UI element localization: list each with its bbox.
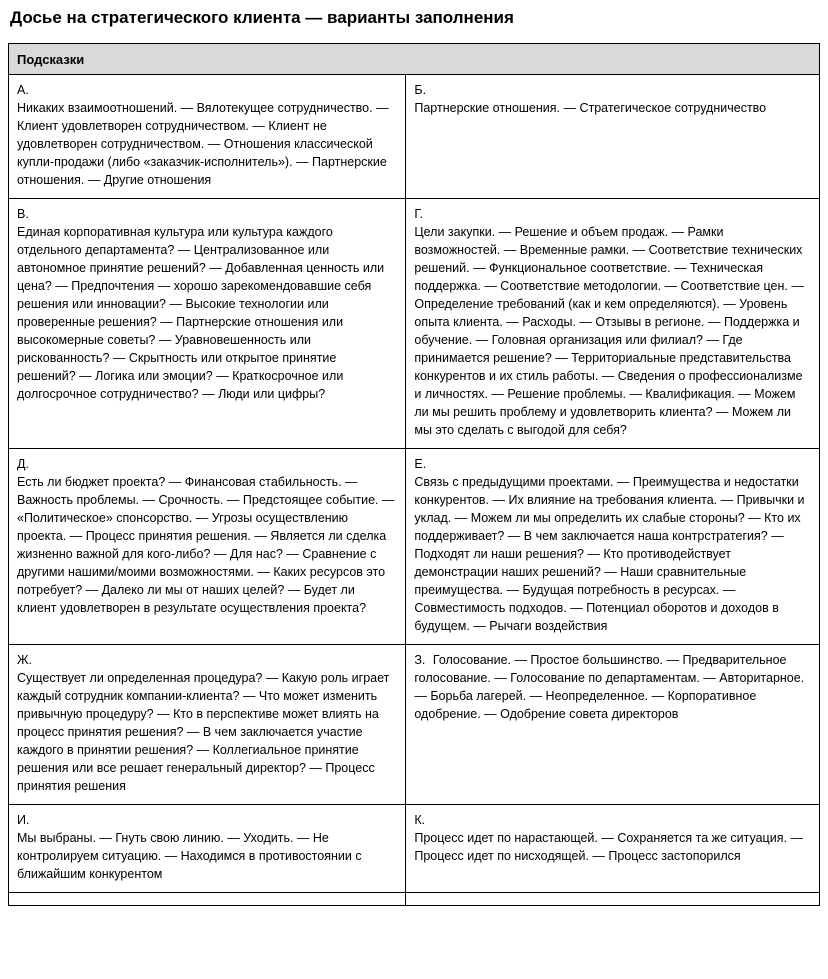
empty-cell-right (406, 893, 820, 906)
cell-k-text: Процесс идет по нарастающей. — Сохраняется та же ситуация. — Процесс идет по нисходящей. — Процесс застопорился (414, 831, 803, 863)
page-title: Досье на стратегического клиента — варианты заполнения (10, 8, 514, 27)
cell-e (406, 449, 820, 645)
table-row-ab (9, 75, 820, 199)
table-row-zhz (9, 645, 820, 805)
cell-a-text: Никаких взаимоотношений. — Вялотекущее сотрудничество. — Клиент удовлетворен сотрудничеством. — Клиент не удовлетворен сотрудничеством. — Отношения классической купли-продажи (либо «заказчик-исполнитель»). — Партнерские отношения. — Другие отношения (17, 101, 389, 187)
cell-d-label: Д. (17, 457, 29, 471)
cell-v (9, 199, 406, 449)
cell-b (406, 75, 820, 199)
cell-v-text: Единая корпоративная культура или культура каждого отдельного департамента? — Централизованное или автономное принятие решений? — Добавленная ценность или цена? — Предпочтения — хорошо зарекомендовавшие себя решения или инновации? — Высокие технологии или проверенные решения? — Партнерские отношения или высокомерные советы? — Уравновешенность или рискованность? — Скрытность или открытое принятие решений? — Логика или эмоции? — Краткосрочное или долгосрочное сотрудничество? — Люди или цифры? (17, 225, 385, 401)
table-row-empty (9, 893, 820, 906)
cell-i (9, 805, 406, 893)
cell-i-label: И. (17, 813, 30, 827)
cell-i-text: Мы выбраны. — Гнуть свою линию. — Уходить. — Не контролируем ситуацию. — Находимся в противостоянии с ближайшим конкурентом (17, 831, 362, 881)
cell-b-label: Б. (414, 83, 427, 97)
cell-k-label: К. (414, 813, 426, 827)
cell-g-label: Г. (414, 207, 424, 221)
empty-cell-left (9, 893, 406, 906)
cell-a-label: А. (17, 83, 29, 97)
cell-e-label: Е. (414, 457, 427, 471)
table-row-ik (9, 805, 820, 893)
cell-g (406, 199, 820, 449)
cell-g-text: Цели закупки. — Решение и объем продаж. — Рамки возможностей. — Временные рамки. — Соответствие технических решений. — Функциональное соответствие. — Техническая поддержка. — Соответствие методологии. — Соответствие цен. — Определение требований (как и кем определяются). — Уровень опыта клиента. — Расходы. — Отзывы в регионе. — Поддержка и обучение. — Головная организация или филиал? — Где принимается решение? — Территориальные представительства конкурентов и их стиль работы. — Сведения о профессионализме и личностях. — Решение проблемы. — Квалификация. — Можем ли мы решить проблему и удовлетворить клиента? — Можем ли мы это сделать с выгодой для себя? (414, 225, 804, 437)
cell-z (406, 645, 820, 805)
cell-k (406, 805, 820, 893)
table-row-vg (9, 199, 820, 449)
cell-zh-label: Ж. (17, 653, 33, 667)
cell-zh-text: Существует ли определенная процедура? — Какую роль играет каждый сотрудник компании-клиента? — Что может изменить привычную процедуру? — Кто в перспективе может влиять на процесс принятия решения? — В чем заключается участие каждого в принятии решения? — Коллегиальное принятие решения или все решает генеральный директор? — Процесс принятия решения (17, 671, 390, 793)
cell-z-text: Голосование. — Простое большинство. — Предварительное голосование. — Голосование по департаментам. — Авторитарное. — Борьба лагерей. — Неопределенное. — Корпоративное одобрение. — Одобрение совета директоров (414, 653, 805, 721)
table-header-row (9, 44, 820, 75)
cell-e-text: Связь с предыдущими проектами. — Преимущества и недостатки конкурентов. — Их влияние на требования клиента. — Привычки и уклад. — Можем ли мы определить их слабые стороны? — Кто их поддерживает? — В чем заключается наша контрстратегия? — Подходят ли наши решения? — Кто противодействует демонстрации наших решений? — Наши сравнительные преимущества. — Будущая потребность в ресурсах. — Совместимость подходов. — Потенциал оборотов и доходов в будущем. — Рычаги воздействия (414, 475, 805, 633)
hints-table (8, 43, 820, 906)
cell-zh (9, 645, 406, 805)
cell-b-text: Партнерские отношения. — Стратегическое сотрудничество (414, 101, 767, 115)
cell-d-text: Есть ли бюджет проекта? — Финансовая стабильность. — Важность проблемы. — Срочность. — Предстоящее событие. — «Политическое» спонсорство. — Угрозы осуществлению проекта. — Процесс принятия решения. — Является ли сделка жизненно важной для кого-либо? — Для нас? — Сравнение с другими нашими/моими возможностями. — Каких ресурсов это потребует? — Далеко ли мы от наших целей? — Будет ли клиент удовлетворен в результате осуществления проекта? (17, 475, 395, 615)
table-header: Подсказки (9, 44, 820, 75)
cell-d (9, 449, 406, 645)
cell-v-label: В. (17, 207, 29, 221)
cell-z-label: З. (414, 653, 426, 667)
cell-a (9, 75, 406, 199)
table-row-de (9, 449, 820, 645)
